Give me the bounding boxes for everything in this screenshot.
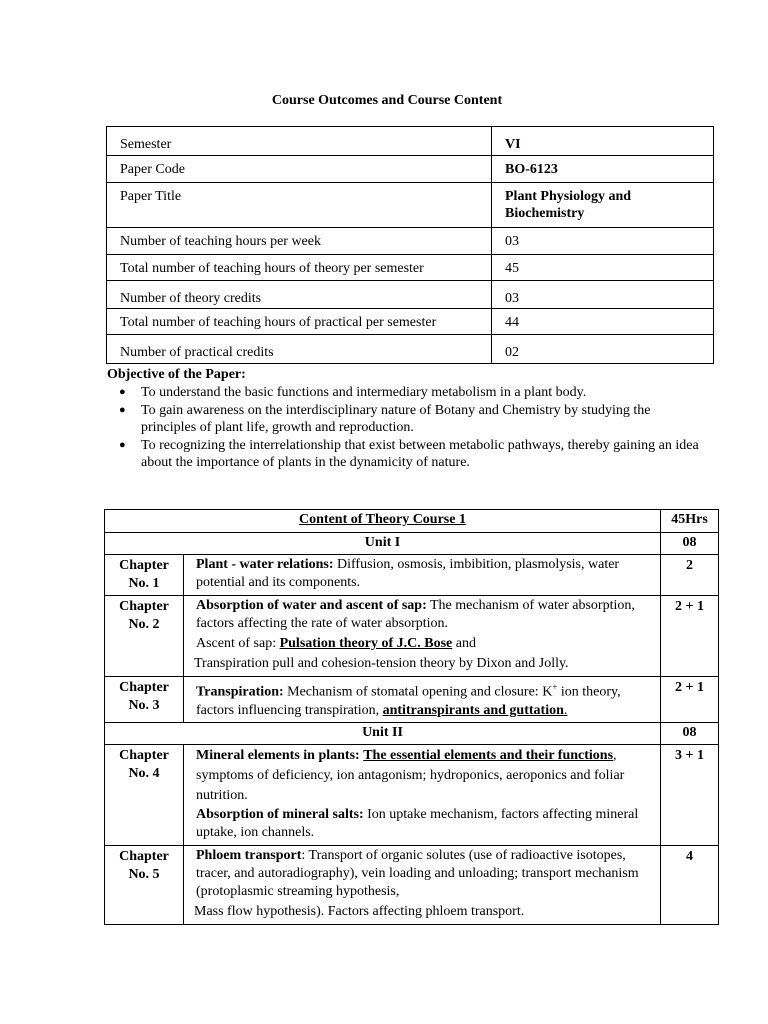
topic-text: .	[563, 702, 568, 718]
chapter-description	[184, 596, 661, 677]
topic-highlight: The essential elements and their functions	[363, 747, 614, 763]
chapter-label	[105, 744, 184, 845]
list-item: ● To understand the basic functions and intermediary metabolism in a plant body.	[107, 384, 707, 402]
chapter-word: Chapter	[119, 848, 169, 864]
topic-highlight: antitranspirants and guttation	[382, 702, 564, 718]
chapter-description	[184, 845, 661, 924]
topic-text: Ion uptake mechanism, factors affecting mineral uptake, ion channels.	[196, 806, 639, 840]
unit-title: Unit I	[105, 533, 661, 555]
topic-heading: Transpiration:	[196, 684, 284, 700]
table-row	[107, 183, 714, 228]
course-info-table	[106, 126, 714, 364]
info-key: Total number of teaching hours of theory per semester	[107, 255, 492, 281]
table-row	[107, 228, 714, 255]
info-value: 03	[492, 228, 714, 255]
objective-heading: Objective of the Paper:	[107, 367, 246, 382]
chapter-label	[105, 555, 184, 596]
table-row	[105, 596, 719, 677]
info-value: 44	[492, 309, 714, 335]
info-key: Total number of teaching hours of practical per semester	[107, 309, 492, 335]
topic-text: Transpiration pull and cohesion-tension theory by Dixon and Jolly.	[194, 656, 569, 671]
info-value: 03	[492, 281, 714, 309]
info-value: VI	[492, 127, 714, 156]
table-header-row	[105, 510, 719, 533]
topic-text: Mechanism of stomatal opening and closure: K	[283, 684, 553, 700]
chapter-hours: 3 + 1	[661, 744, 719, 845]
table-row	[105, 677, 719, 723]
chapter-number: No. 3	[128, 698, 160, 713]
topic-text: Diffusion, osmosis, imbibition, plasmolysis, water potential and its components.	[196, 557, 620, 590]
chapter-description	[184, 744, 661, 845]
chapter-word: Chapter	[119, 558, 169, 573]
table-row	[107, 335, 714, 364]
info-key: Number of theory credits	[107, 281, 492, 309]
info-key: Paper Code	[107, 156, 492, 183]
table-row	[107, 127, 714, 156]
table-row	[105, 555, 719, 596]
info-key: Paper Title	[107, 183, 492, 228]
chapter-hours: 2	[661, 555, 719, 596]
info-value: Plant Physiology and Biochemistry	[492, 183, 714, 228]
chapter-word: Chapter	[119, 599, 169, 614]
chapter-hours: 2 + 1	[661, 596, 719, 677]
table-row	[107, 156, 714, 183]
list-item: ● To recognizing the interrelationship that exist between metabolic pathways, thereby gaining an idea about the importance of plants in the dynamicity of nature.	[107, 437, 707, 472]
info-value: 02	[492, 335, 714, 364]
chapter-description	[184, 555, 661, 596]
chapter-number: No. 2	[128, 617, 160, 632]
chapter-label	[105, 845, 184, 924]
topic-highlight: Pulsation theory of J.C. Bose	[279, 636, 453, 651]
unit-hours: 08	[661, 533, 719, 555]
theory-content-table	[104, 509, 719, 925]
topic-heading: Mineral elements in plants:	[196, 747, 360, 763]
table-row	[107, 255, 714, 281]
topic-text: Ascent of sap:	[196, 636, 280, 651]
topic-text: The mechanism of water absorption, factors affecting the rate of water absorption.	[196, 598, 635, 631]
objective-section	[107, 366, 707, 472]
topic-heading: Phloem transport	[196, 847, 302, 863]
topic-heading: Absorption of mineral salts:	[196, 806, 364, 822]
chapter-label	[105, 677, 184, 723]
topic-heading: Plant - water relations:	[196, 557, 334, 572]
info-value: 45	[492, 255, 714, 281]
topic-text: and	[452, 636, 476, 651]
chapter-word: Chapter	[119, 680, 169, 695]
chapter-description	[184, 677, 661, 723]
content-header: Content of Theory Course 1	[299, 512, 466, 527]
chapter-number: No. 5	[128, 866, 160, 882]
chapter-label	[105, 596, 184, 677]
unit-title: Unit II	[105, 722, 661, 744]
chapter-number: No. 1	[128, 576, 160, 591]
topic-text: , symptoms of deficiency, ion antagonism; hydroponics, aeroponics and foliar nutrition.	[196, 747, 625, 803]
chapter-number: No. 4	[128, 765, 160, 781]
chapter-hours: 2 + 1	[661, 677, 719, 723]
chapter-hours: 4	[661, 845, 719, 924]
chapter-word: Chapter	[119, 747, 169, 763]
objective-list	[107, 384, 707, 472]
info-value: BO-6123	[492, 156, 714, 183]
unit-hours: 08	[661, 722, 719, 744]
unit-row	[105, 533, 719, 555]
table-row	[105, 744, 719, 845]
topic-text: ion theory, factors influencing transpiration,	[196, 684, 621, 718]
table-row	[107, 281, 714, 309]
topic-text: : Transport of organic solutes (use of radioactive isotopes, tracer, and autoradiography), vein loading and unloading; transport mechanism (protoplasmic streaming hypothesis,	[196, 847, 639, 899]
table-row	[107, 309, 714, 335]
unit-row	[105, 722, 719, 744]
info-key: Number of practical credits	[107, 335, 492, 364]
page-title: Course Outcomes and Course Content	[271, 93, 503, 108]
topic-text: Mass flow hypothesis). Factors affecting phloem transport.	[194, 903, 525, 919]
superscript: +	[552, 682, 558, 692]
info-key: Semester	[107, 127, 492, 156]
table-row	[105, 845, 719, 924]
info-key: Number of teaching hours per week	[107, 228, 492, 255]
list-item: ● To gain awareness on the interdisciplinary nature of Botany and Chemistry by studying the principles of plant life, growth and reproduction.	[107, 402, 707, 437]
total-hours: 45Hrs	[661, 510, 719, 533]
topic-heading: Absorption of water and ascent of sap:	[196, 598, 427, 613]
